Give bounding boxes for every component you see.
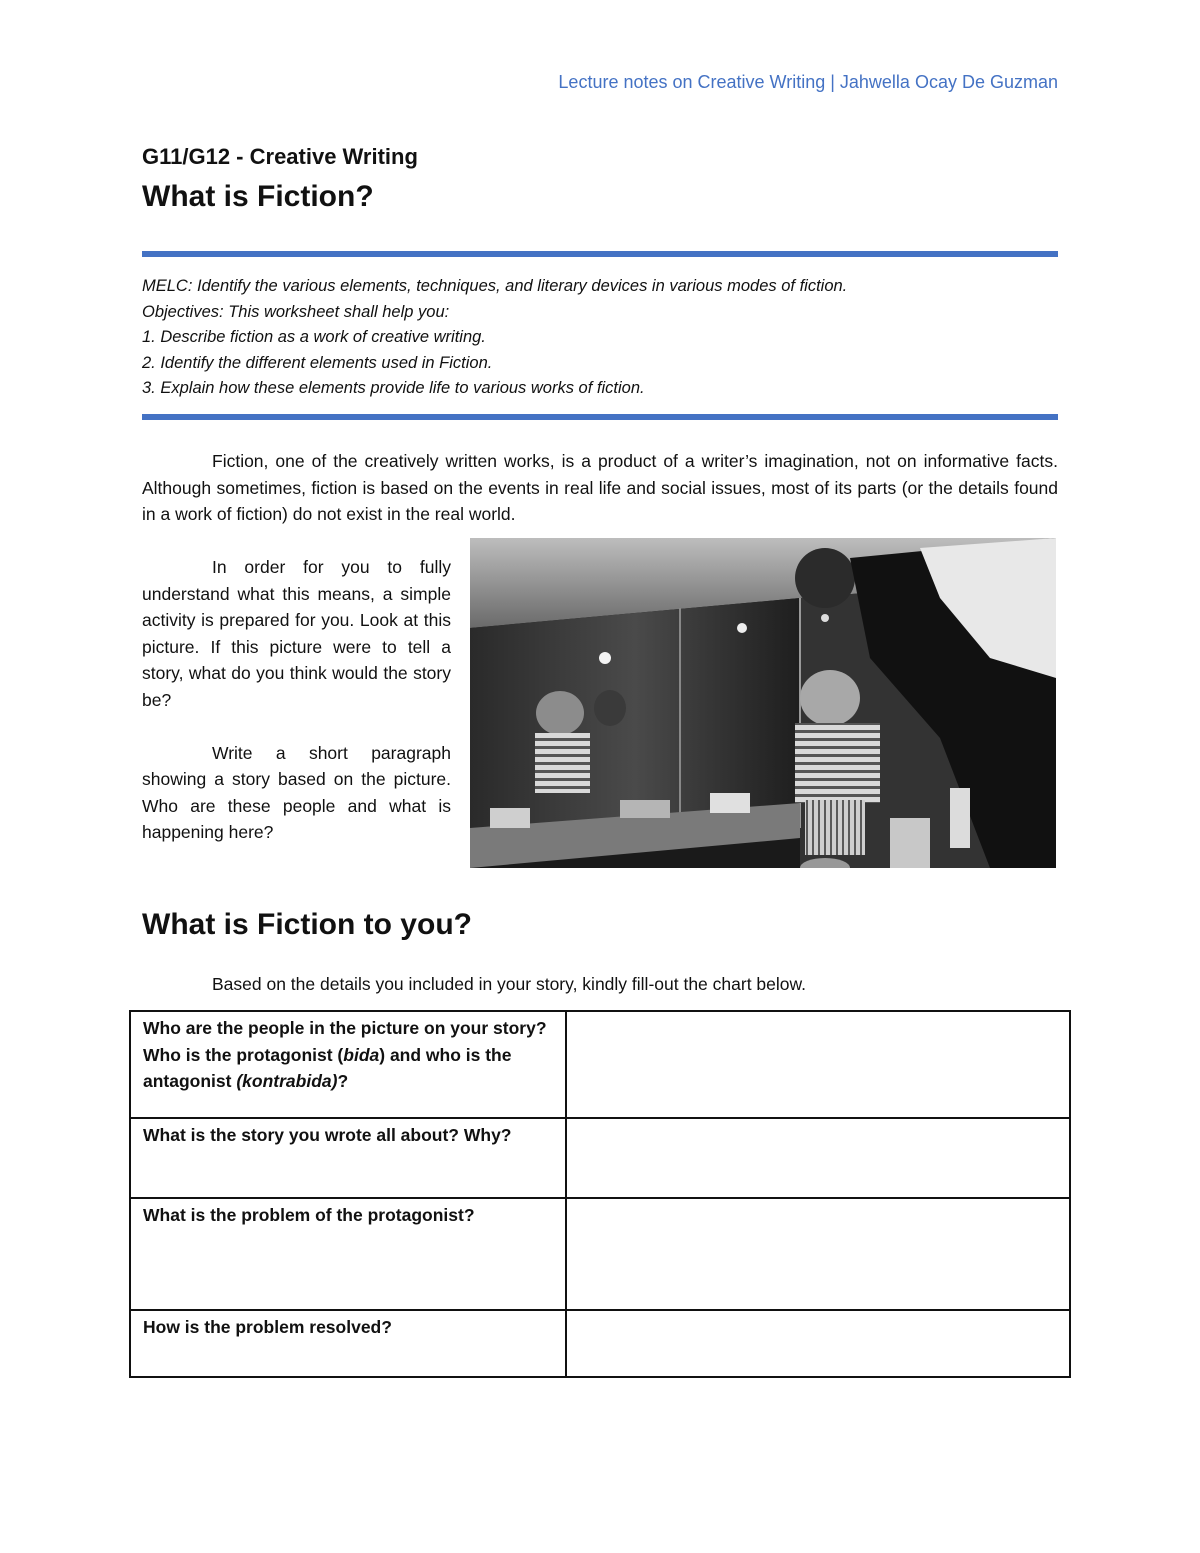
table-row — [130, 1118, 1070, 1198]
question-cell: Who are the people in the picture on your story? Who is the protagonist (bida) and who is the antagonist (kontrabida)? — [130, 1011, 566, 1118]
subject-heading: G11/G12 - Creative Writing — [142, 144, 418, 169]
table-row — [130, 1011, 1070, 1118]
answer-cell[interactable] — [566, 1310, 1070, 1377]
objectives-intro: Objectives: This worksheet shall help you: — [142, 302, 450, 321]
answer-cell[interactable] — [566, 1011, 1070, 1118]
top-divider — [142, 251, 1058, 257]
melc-line: MELC: Identify the various elements, techniques, and literary devices in various modes of fiction. — [142, 277, 848, 295]
question-cell: What is the story you wrote all about? Why? — [130, 1118, 566, 1198]
activity-text — [142, 554, 451, 872]
question-cell: What is the problem of the protagonist? — [130, 1198, 566, 1310]
table-row — [130, 1198, 1070, 1310]
section-title: What is Fiction to you? — [142, 908, 472, 941]
page-title: What is Fiction? — [142, 180, 374, 213]
header-note: Lecture notes on Creative Writing | Jahwella Ocay De Guzman — [558, 72, 1058, 92]
chart-instruction: Based on the details you included in your story, kindly fill-out the chart below. — [212, 974, 807, 994]
objectives-block — [142, 274, 1058, 402]
activity-paragraph: Write a short paragraph showing a story based on the picture. Who are these people and what is happening here? — [142, 742, 451, 842]
objective-item: 2. Identify the different elements used in Fiction. — [142, 353, 493, 372]
intro-paragraph: Fiction, one of the creatively written works, is a product of a writer’s imagination, not on informative facts. Although sometimes, fiction is based on the events in real life and social issues, most of its parts (or the details found in a work of fiction) do not exist in the real world. — [142, 451, 1058, 524]
bottom-divider — [142, 414, 1058, 420]
table-row — [130, 1310, 1070, 1377]
objective-item: 1. Describe fiction as a work of creative writing. — [142, 328, 486, 346]
activity-paragraph: In order for you to fully understand what this means, a simple activity is prepared for you. Look at this picture. If this picture were to tell a story, what do you think would the story be? — [142, 557, 451, 710]
fill-out-chart — [129, 1010, 1071, 1378]
answer-cell[interactable] — [566, 1198, 1070, 1310]
question-cell: How is the problem resolved? — [130, 1310, 566, 1377]
story-photo — [470, 538, 1056, 868]
objective-item: 3. Explain how these elements provide life to various works of fiction. — [142, 379, 645, 397]
answer-cell[interactable] — [566, 1118, 1070, 1198]
